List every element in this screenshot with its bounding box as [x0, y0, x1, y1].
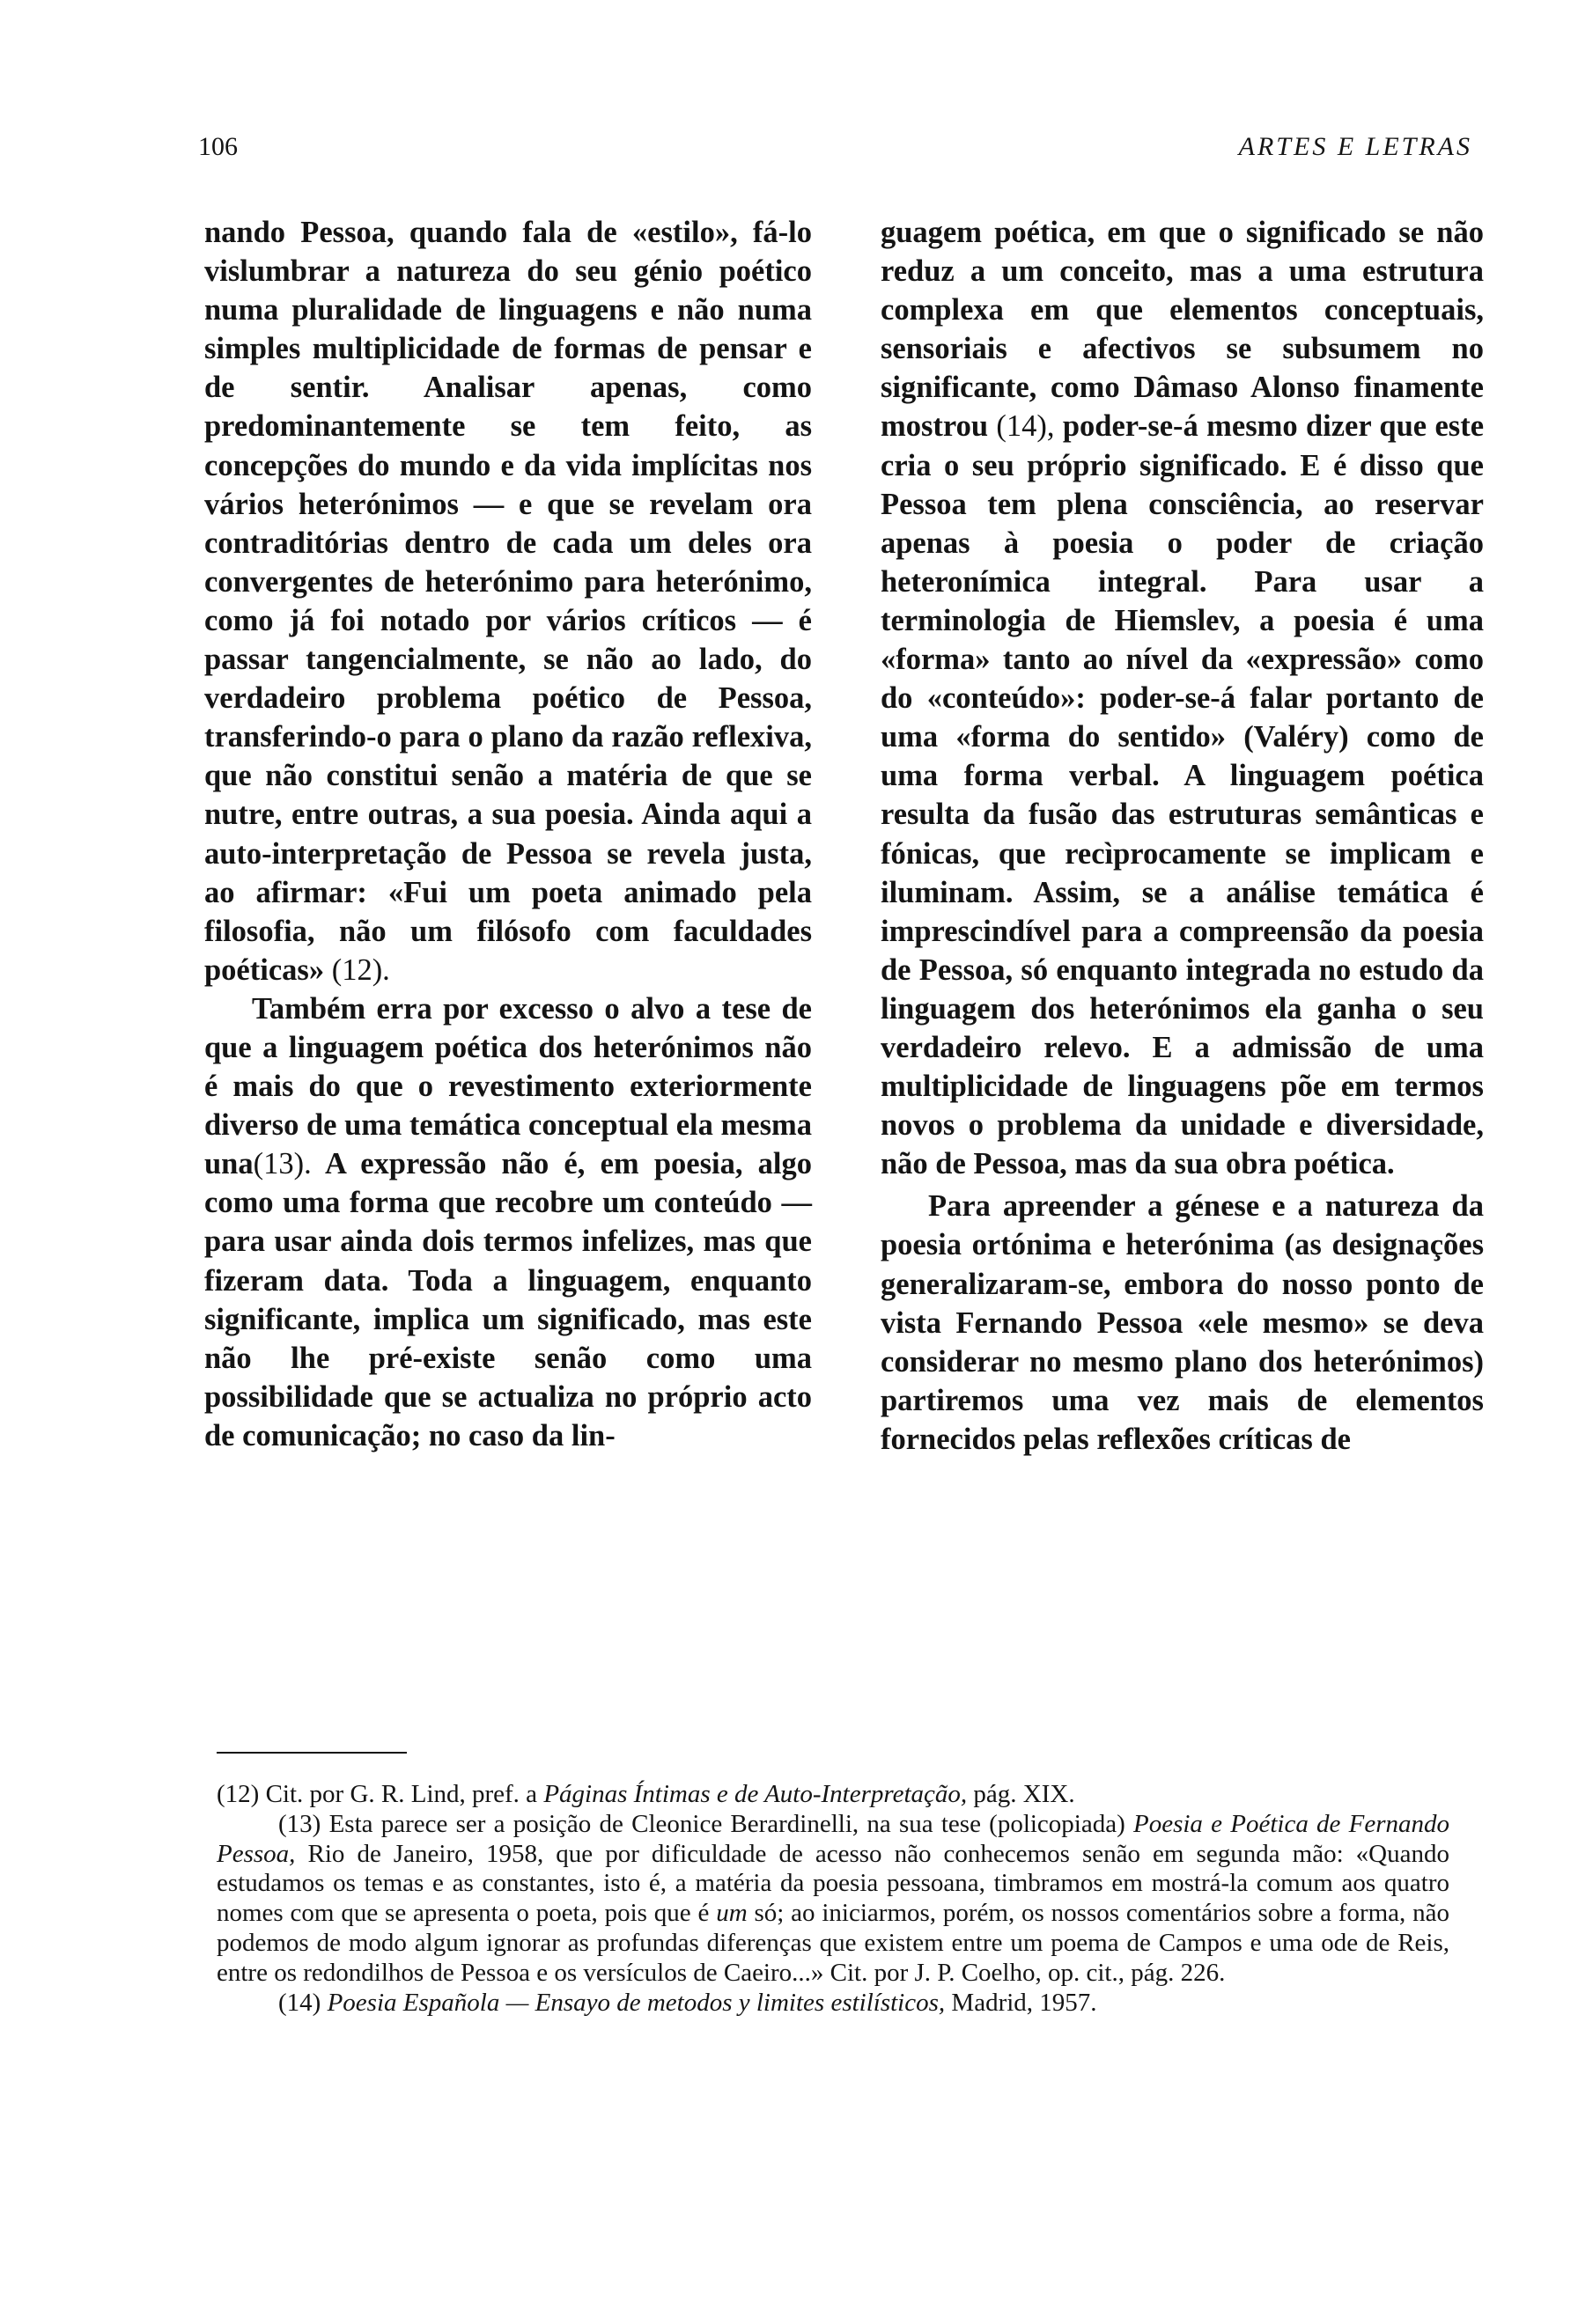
footnote-13	[217, 1810, 1449, 1989]
footnote-text: só; ao iniciarmos, porém, os nossos comentários sobre a forma, não podemos de modo algum ignorar as profundas diferenças que existem entre um poema de Campos e uma ode de Reis, entre os redondilhos de Pessoa e os versículos de Caeiro...» Cit. por J. P. Coelho, op. cit., pág. 226.	[217, 1899, 1450, 1987]
left-column	[204, 213, 812, 1455]
right-column	[881, 213, 1484, 1459]
footnote-divider	[217, 1752, 407, 1754]
footnote-title: Páginas Íntimas e de Auto-Interpretação,	[543, 1780, 968, 1808]
paragraph-text: guagem poética, em que o significado se não reduz a um conceito, mas a uma estrutura complexa em que elementos conceptuais, sensoriais e afectivos se subsumem no significante, como Dâmaso Alonso finamente mostrou	[881, 216, 1484, 444]
footnote-mark: (13)	[278, 1809, 321, 1838]
footnote-ref: (14),	[996, 409, 1055, 444]
paragraph-text: nando Pessoa, quando fala de «estilo», fá-lo vislumbrar a natureza do seu génio poético numa pluralidade de linguagens e não numa simples multiplicidade de formas de pensar e de sentir. Analisar apenas, como predominantemente se tem feito, as concepções do mundo e da vida implícitas nos vários heterónimos — e que se revelam ora contraditórias dentro de cada um deles ora convergentes de heterónimo para heterónimo, como já foi notado por vários críticos — é passar tangencialmente, se não ao lado, do verdadeiro problema poético de Pessoa, transferindo-o para o plano da razão reflexiva, que não constitui senão a matéria de que se nutre, entre outras, a sua poesia. Ainda aqui a auto-interpretação de Pessoa se revela justa, ao afirmar: «Fui um poeta animado pela filosofia, não um filósofo com faculdades poéticas»	[204, 216, 812, 987]
paragraph-text: Também erra por excesso o alvo a tese de que a linguagem poética dos heterónimos não é mais do que o revestimento exteriormente diverso de uma temática conceptual ela mesma una	[204, 991, 812, 1181]
footnote-text: Madrid, 1957.	[951, 1988, 1097, 2017]
footnote-ref: (13).	[253, 1147, 312, 1181]
footnote-12	[217, 1780, 1449, 1810]
page-number: 106	[198, 132, 238, 161]
paragraph-text: A expressão não é, em poesia, algo como uma forma que recobre um conteúdo — para usar ainda dois termos infelizes, mas que fizeram data. Toda a linguagem, enquanto significante, implica um significado, mas este não lhe pré-existe senão como uma possibilidade que se actualiza no próprio acto de comunicação; no caso da lin-	[204, 1147, 812, 1452]
paragraph	[881, 1187, 1484, 1459]
paragraph	[204, 213, 812, 989]
paragraph	[204, 989, 812, 1455]
footnote-mark: (14)	[278, 1988, 321, 2017]
footnote-text: pág. XIX.	[973, 1780, 1075, 1808]
footnote-text: Rio de Janeiro, 1958, que por dificuldade de acesso não conhecemos senão em segunda mão: «Quando estudamos os temas e as constantes, isto é, a matéria da poesia pessoana, timbramos em mostrá-la comum aos quatro nomes com que se apresenta o poeta, pois que é	[217, 1839, 1449, 1928]
paragraph-text: Para apreender a génese e a natureza da poesia ortónima e heterónima (as designações generalizaram-se, embora do nosso ponto de vista Fernando Pessoa «ele mesmo» se deva considerar no mesmo plano dos heterónimos) partiremos uma vez mais de elementos fornecidos pelas reflexões críticas de	[881, 1189, 1484, 1456]
running-head	[198, 132, 1472, 171]
footnotes	[217, 1780, 1449, 2018]
paragraph	[881, 213, 1484, 1183]
footnote-mark: (12)	[217, 1780, 260, 1808]
footnote-text: Cit. por G. R. Lind, pref. a	[265, 1780, 538, 1808]
footnote-emphasis: um	[716, 1899, 748, 1928]
footnote-14	[217, 1989, 1449, 2019]
footnote-title: Poesia Española — Ensayo de metodos y limites estilísticos,	[327, 1988, 946, 2017]
footnote-text: Esta parece ser a posição de Cleonice Berardinelli, na sua tese (policopiada)	[328, 1809, 1125, 1838]
footnote-title: Poesia e Poética de Fernando Pessoa,	[217, 1809, 1450, 1868]
footnote-ref: (12).	[331, 952, 390, 987]
paragraph-text: poder-se-á mesmo dizer que este cria o seu próprio significado. E é disso que Pessoa tem plena consciência, ao reservar apenas à poesia o poder de criação heteronímica integral. Para usar a terminologia de Hiemslev, a poesia é uma «forma» tanto ao nível da «expressão» como do «conteúdo»: poder-se-á falar portanto de uma «forma do sentido» (Valéry) como de uma forma verbal. A linguagem poética resulta da fusão das estruturas semânticas e fónicas, que recìprocamente se implicam e iluminam. Assim, se a análise temática é imprescindível para a compreensão da poesia de Pessoa, só enquanto integrada no estudo da linguagem dos heterónimos ela ganha o seu verdadeiro relevo. E a admissão de uma multiplicidade de linguagens põe em termos novos o problema da unidade e diversidade, não de Pessoa, mas da sua obra poética.	[881, 409, 1485, 1181]
running-title: ARTES E LETRAS	[1238, 132, 1472, 161]
